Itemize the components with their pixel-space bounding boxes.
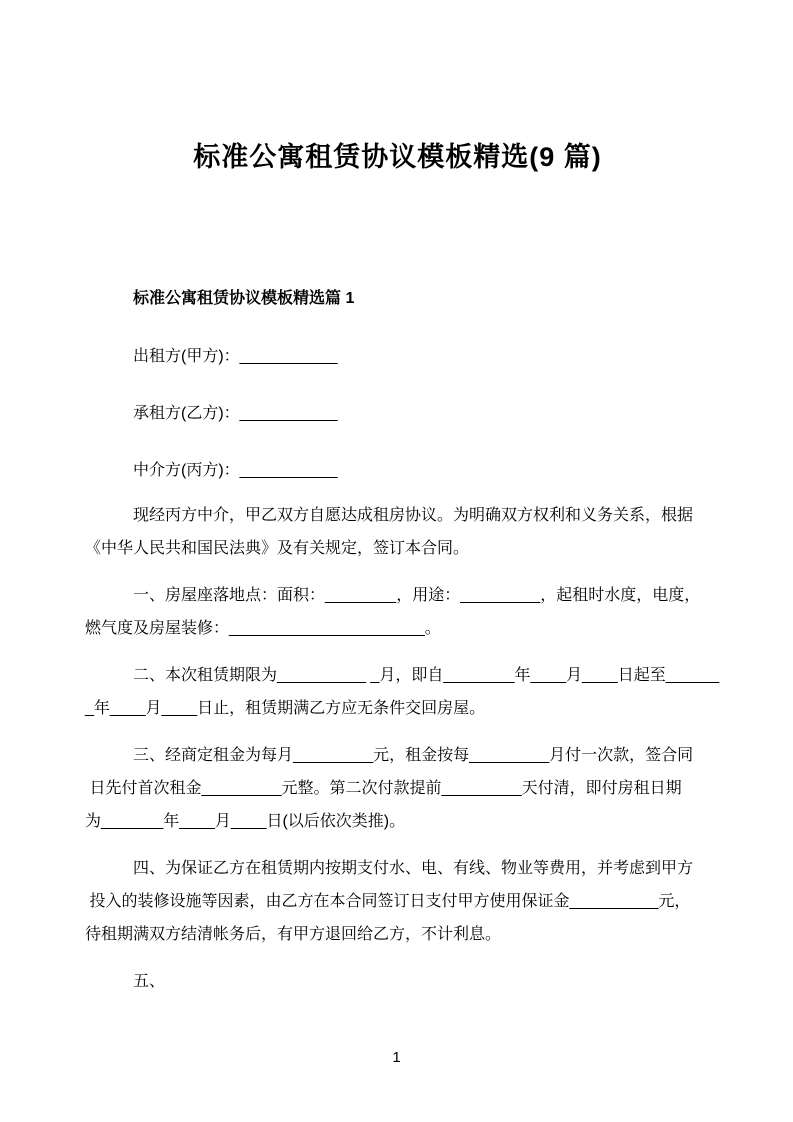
paragraph-line: 现经丙方中介，甲乙双方自愿达成租房协议。为明确双方权利和义务关系，根据 [133, 507, 694, 524]
paragraph-intro [85, 499, 710, 565]
paragraph-line: 二、本次租赁期限为__________ _月，即自________年____月____日起至______ [133, 667, 720, 684]
party-line-lessor: 出租方(甲方)：___________ [133, 348, 338, 365]
paragraph-line: 待租期满双方结清帐务后，有甲方退回给乙方，不计利息。 [85, 926, 502, 943]
paragraph-clause-1 [85, 579, 710, 645]
paragraph-line: 日先付首次租金_________元整。第二次付款提前_________天付清，即付房租日期 [85, 780, 682, 797]
paragraph-line: 三、经商定租金为每月_________元，租金按每_________月付一次款，签合同 [133, 747, 694, 764]
document-title: 标准公寓租赁协议模板精选(9 篇) [193, 142, 602, 172]
paragraph-line: _年____月____日止，租赁期满乙方应无条件交回房屋。 [85, 700, 486, 717]
paragraph-line: 燃气度及房屋装修：______________________。 [85, 620, 441, 637]
paragraph-line: 五、 [133, 973, 166, 990]
paragraph-line: 四、为保证乙方在租赁期内按期支付水、电、有线、物业等费用，并考虑到甲方 [133, 860, 694, 877]
section-heading: 标准公寓租赁协议模板精选篇 1 [133, 290, 355, 307]
party-line-agent: 中介方(丙方)：___________ [133, 462, 338, 479]
paragraph-clause-2 [85, 659, 720, 725]
paragraph-clause-3 [85, 739, 710, 838]
page-number: 1 [392, 1049, 401, 1066]
paragraph-line: 为_______年____月____日(以后依次类推)。 [85, 813, 406, 830]
paragraph-clause-5 [85, 965, 710, 998]
paragraph-line: 投入的装修设施等因素，由乙方在本合同签订日支付甲方使用保证金__________元， [85, 893, 691, 910]
paragraph-line: 一、房屋座落地点：面积：________，用途：_________，起租时水度，电度， [133, 587, 701, 604]
paragraph-clause-4 [85, 852, 710, 951]
document-body [85, 0, 720, 1012]
paragraph-line: 《中华人民共和国民法典》及有关规定，签订本合同。 [85, 540, 470, 557]
party-line-lessee: 承租方(乙方)：___________ [133, 405, 338, 422]
